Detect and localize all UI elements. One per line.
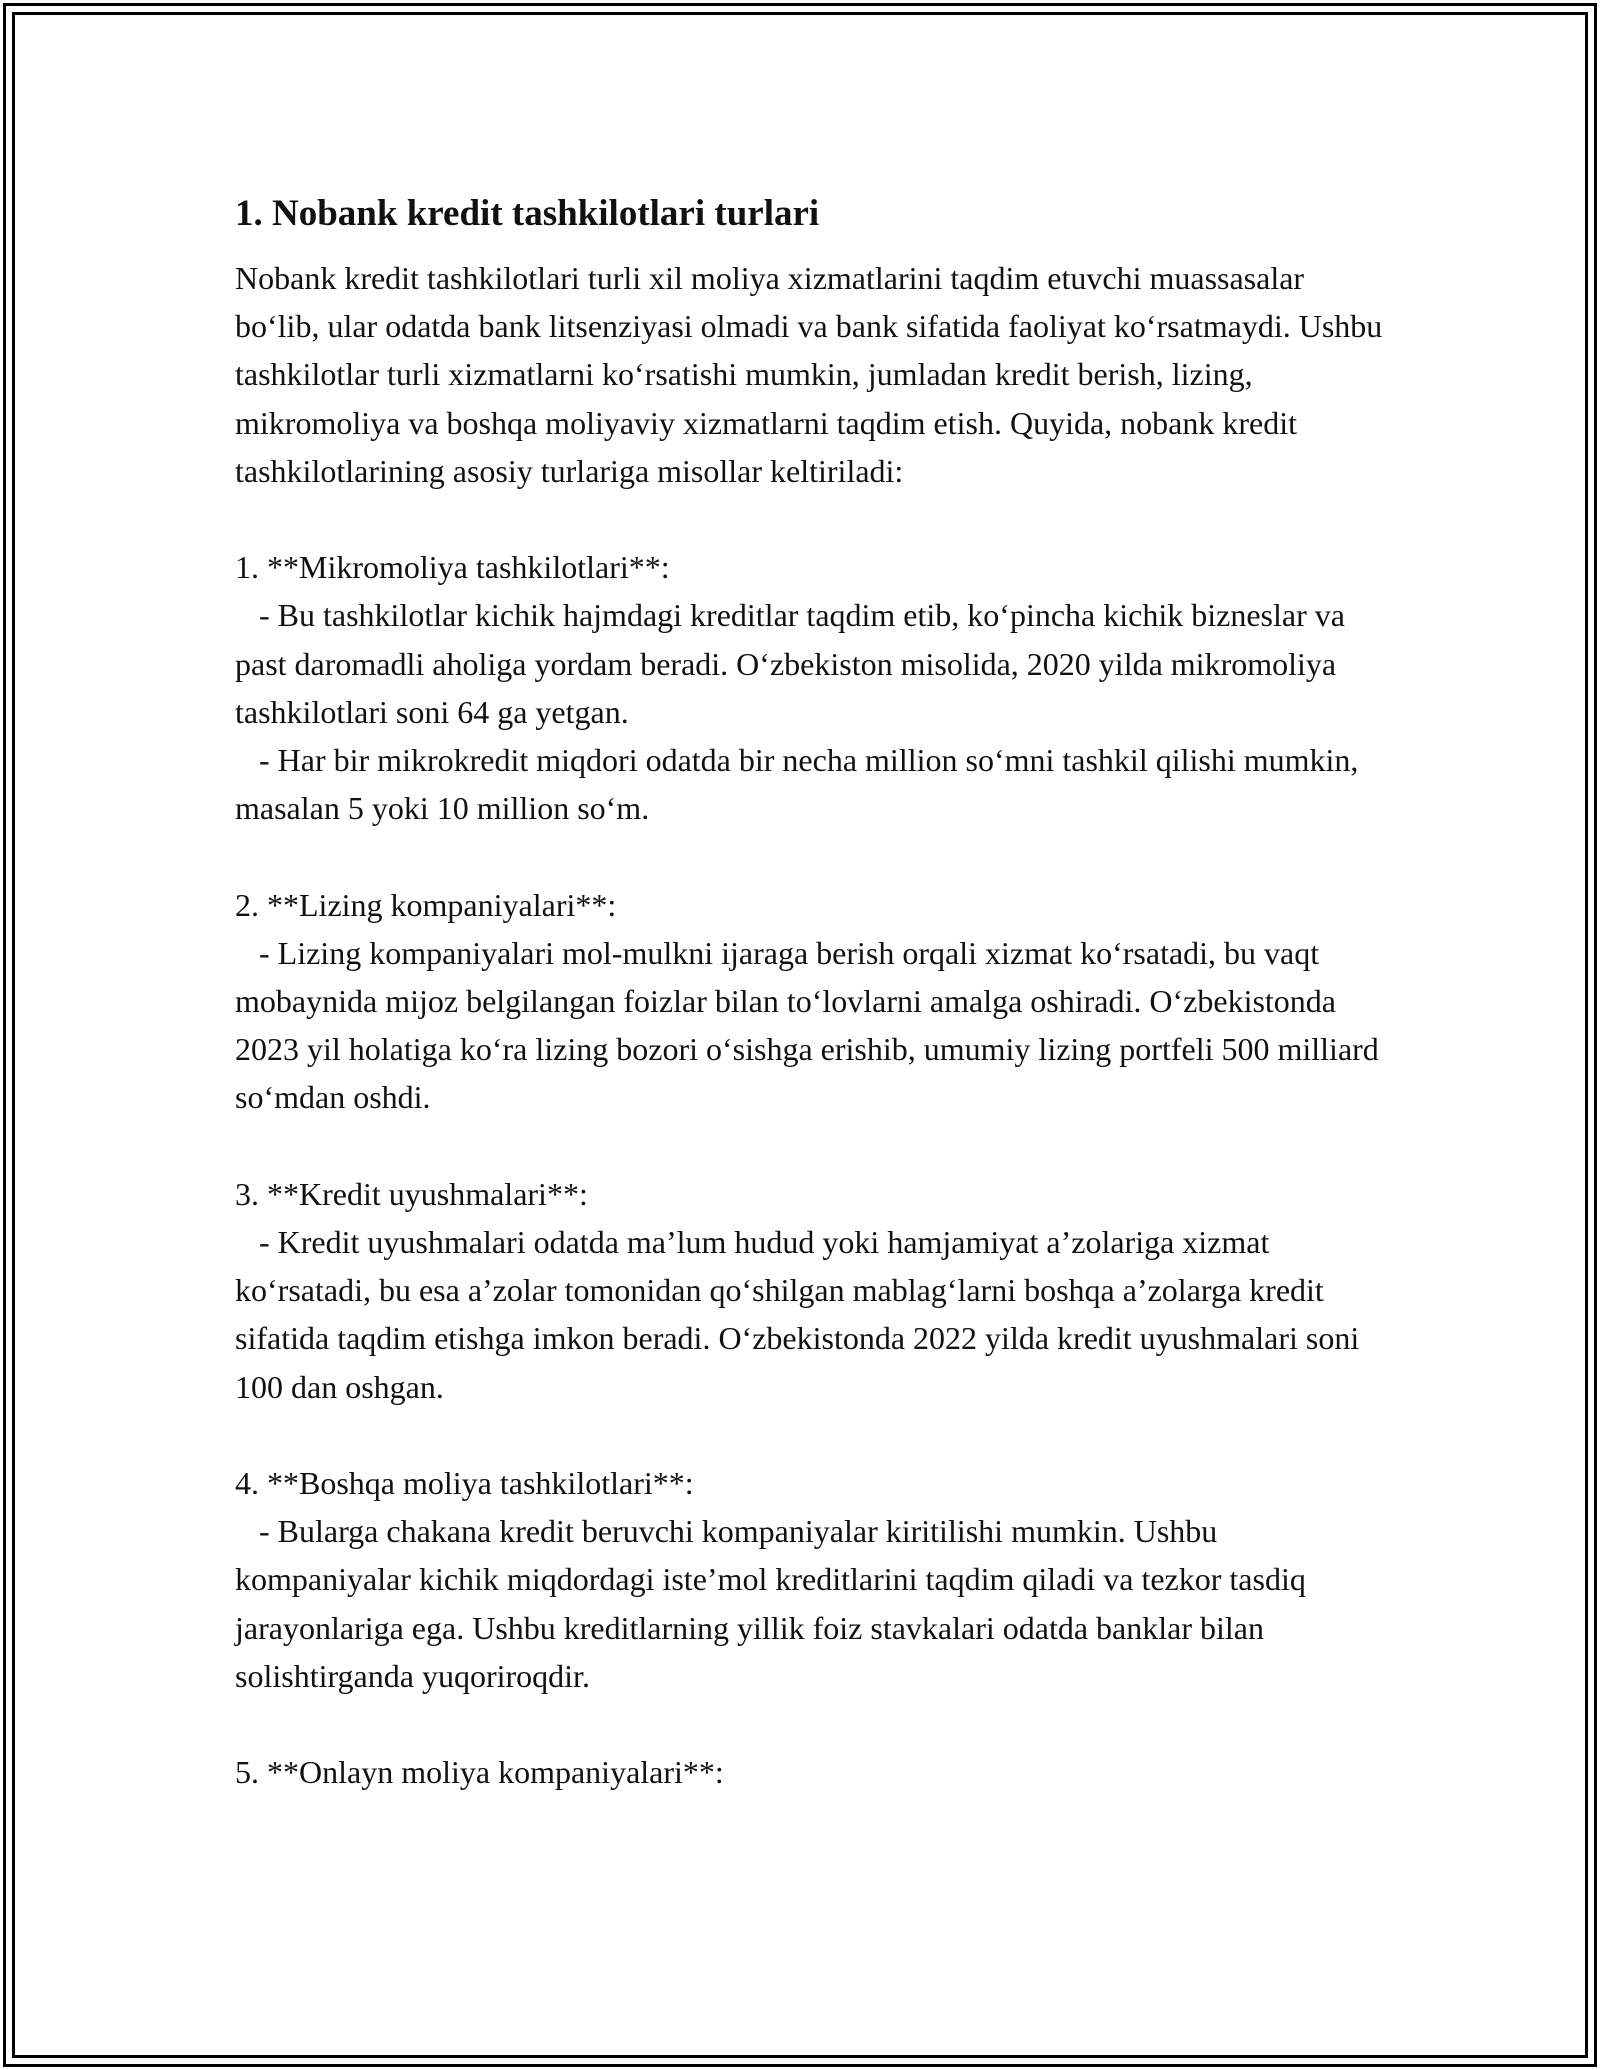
list-item-title: 1. **Mikromoliya tashkilotlari**:: [235, 549, 670, 586]
list-item-title: 2. **Lizing kompaniyalari**:: [235, 886, 617, 923]
list-item-title: 4. **Boshqa moliya tashkilotlari**:: [235, 1465, 694, 1502]
spacer: [235, 495, 1395, 543]
document-body: [235, 186, 1395, 1796]
section-heading: 1. Nobank kredit tashkilotlari turlari: [235, 193, 820, 234]
spacer: [235, 832, 1395, 880]
list-item-point: - Kredit uyushmalari odatda ma’lum hudud yoki hamjamiyat a’zolariga xizmat ko‘rsatadi, bu esa a’zolar tomonidan qo‘shilgan mablag‘larni boshqa a’zolarga kredit sifatida taqdim etishga imkon beradi. O‘zbekistonda 2022 yilda kredit uyushmalari soni 100 dan oshgan.: [235, 1224, 1368, 1405]
list-item-title: 5. **Onlayn moliya kompaniyalari**:: [235, 1754, 724, 1791]
spacer: [235, 1411, 1395, 1459]
intro-paragraph: Nobank kredit tashkilotlari turli xil moliya xizmatlarini taqdim etuvchi muassasalar bo‘lib, ular odatda bank litsenziyasi olmadi va bank sifatida faoliyat ko‘rsatmaydi. Ushbu tashkilotlar turli xizmatlarni ko‘rsatishi mumkin, jumladan kredit berish, lizing, mikromoliya va boshqa moliyaviy xizmatlarni taqdim etish. Quyida, nobank kredit tashkilotlarining asosiy turlariga misollar keltiriladi:: [235, 260, 1391, 489]
list-item-title: 3. **Kredit uyushmalari**:: [235, 1175, 588, 1212]
list-item-point: - Lizing kompaniyalari mol-mulkni ijaraga berish orqali xizmat ko‘rsatadi, bu vaqt mobaynida mijoz belgilangan foizlar bilan to‘lovlarni amalga oshiradi. O‘zbekistonda 2023 yil holatiga ko‘ra lizing bozori o‘sishga erishib, umumiy lizing portfeli 500 milliard so‘mdan oshdi.: [235, 934, 1387, 1116]
list-item-point: - Bu tashkilotlar kichik hajmdagi kreditlar taqdim etib, ko‘pincha kichik bizneslar va past daromadli aholiga yordam beradi. O‘zbekiston misolida, 2020 yilda mikromoliya tashkilotlari soni 64 ga yetgan.: [235, 597, 1353, 730]
list-item-point: - Bularga chakana kredit beruvchi kompaniyalar kiritilishi mumkin. Ushbu kompaniyalar kichik miqdordagi iste’mol kreditlarini taqdim qiladi va tezkor tasdiq jarayonlariga ega. Ushbu kreditlarning yillik foiz stavkalari odatda banklar bilan solishtirganda yuqoriroqdir.: [235, 1513, 1314, 1694]
list-item-point: - Har bir mikrokredit miqdori odatda bir necha million so‘mni tashkil qilishi mumkin, masalan 5 yoki 10 million so‘m.: [235, 742, 1367, 827]
spacer: [235, 1700, 1395, 1748]
spacer: [235, 1122, 1395, 1170]
